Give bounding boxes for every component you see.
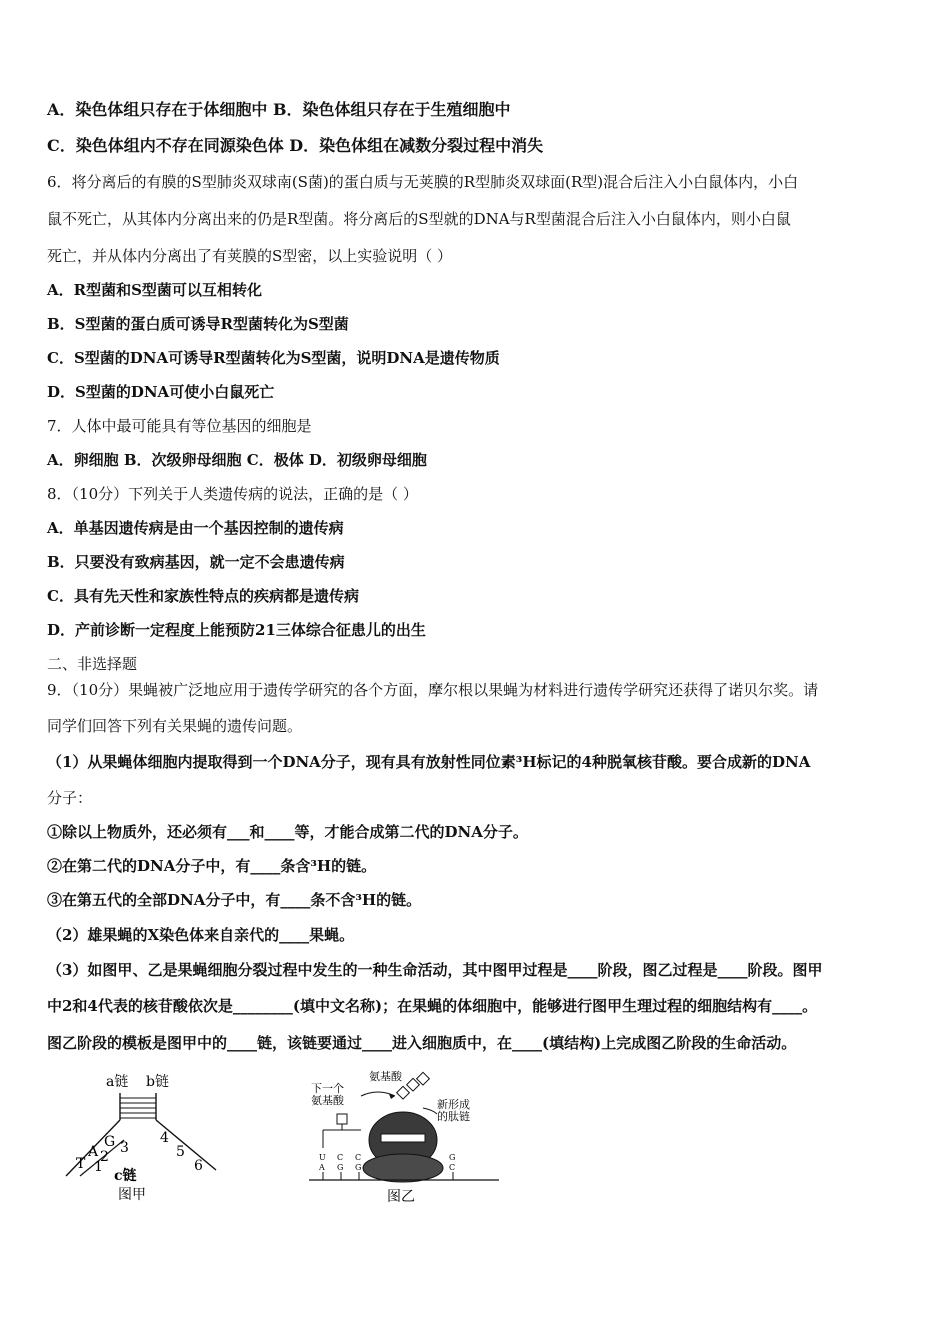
- codon-letter: G: [449, 1153, 456, 1162]
- figure-yi-drawing: [303, 1068, 503, 1208]
- figure-yi: [303, 1068, 503, 1208]
- base-g-label: G: [104, 1134, 116, 1150]
- number-1-label: 1: [94, 1159, 103, 1175]
- codon-letter: U: [319, 1153, 326, 1162]
- b-chain-label: b链: [146, 1074, 169, 1090]
- number-4-label: 4: [160, 1130, 169, 1146]
- codon-letter: C: [355, 1153, 362, 1162]
- question-8-stem: 8．（10分）下列关于人类遗传病的说法，正确的是（ ）: [47, 485, 418, 503]
- codon-letter: C: [449, 1163, 456, 1172]
- question-6-line-1: 6．将分离后的有膜的S型肺炎双球南(S菌)的蛋白质与无荚膜的R型肺炎双球面(R型)混合后注入小白鼠体内，小白: [47, 173, 799, 191]
- peptide-pointer: [423, 1108, 437, 1114]
- figure-jia-drawing: [58, 1068, 238, 1208]
- question-6-option-a: A．R型菌和S型菌可以互相转化: [47, 281, 262, 299]
- question-9-part-3-line-2: 中2和4代表的核苷酸依次是________(填中文名称)；在果蝇的体细胞中，能够进行图甲生理过程的细胞结构有____。: [47, 997, 818, 1015]
- question-9-line-2: 同学们回答下列有关果蝇的遗传问题。: [47, 717, 303, 735]
- codon-letter: C: [337, 1153, 344, 1162]
- question-7-options: A．卵细胞 B．次级卵母细胞 C．极体 D．初级卵母细胞: [47, 451, 427, 469]
- question-6-option-c: C．S型菌的DNA可诱导R型菌转化为S型菌，说明DNA是遗传物质: [47, 349, 500, 367]
- section-heading: 二、非选择题: [47, 655, 138, 673]
- number-6-label: 6: [194, 1158, 203, 1174]
- number-5-label: 5: [176, 1144, 185, 1160]
- ribosome-site: [381, 1134, 425, 1142]
- number-3-label: 3: [120, 1140, 129, 1156]
- question-8-option-a: A．单基因遗传病是由一个基因控制的遗传病: [47, 519, 344, 537]
- question-9-item-2: ②在第二代的DNA分子中，有____条含³H的链。: [47, 857, 377, 875]
- question-9-part-1-line-2: 分子：: [47, 789, 93, 807]
- figure-yi-caption: 图乙: [387, 1189, 415, 1205]
- amino-acid-label: 氨基酸: [369, 1070, 402, 1083]
- amino-acid-unit: [407, 1078, 420, 1091]
- new-peptide-label-1: 新形成: [437, 1098, 470, 1111]
- question-9-part-1-line-1: （1）从果蝇体细胞内提取得到一个DNA分子，现有具有放射性同位素³H标记的4种脱氧核苷酸。要合成新的DNA: [47, 753, 811, 771]
- question-9-part-3-line-1: （3）如图甲、乙是果蝇细胞分裂过程中发生的一种生命活动，其中图甲过程是____阶段，图乙过程是____阶段。图甲: [47, 961, 823, 979]
- figure-jia: [58, 1068, 238, 1208]
- codon-letter: A: [319, 1163, 325, 1172]
- number-2-label: 2: [100, 1149, 109, 1165]
- question-6-line-3: 死亡，并从体内分离出了有荚膜的S型密，以上实验说明（ ）: [47, 247, 453, 265]
- option-line-ab: A．染色体组只存在于体细胞中 B．染色体组只存在于生殖细胞中: [47, 100, 511, 119]
- amino-acid-unit: [417, 1072, 430, 1085]
- question-9-part-3-line-3: 图乙阶段的模板是图甲中的____链，该链要通过____进入细胞质中，在____(填结构)上完成图乙阶段的生命活动。: [47, 1034, 797, 1052]
- question-8-option-d: D．产前诊断一定程度上能预防21三体综合征患儿的出生: [47, 621, 426, 639]
- codon-letter: G: [355, 1163, 362, 1172]
- amino-acid-unit: [397, 1086, 410, 1099]
- option-line-cd: C．染色体组内不存在同源染色体 D．染色体组在减数分裂过程中消失: [47, 136, 544, 155]
- question-7-stem: 7．人体中最可能具有等位基因的细胞是: [47, 417, 312, 435]
- question-9-line-1: 9．（10分）果蝇被广泛地应用于遗传学研究的各个方面，摩尔根以果蝇为材料进行遗传学研究还获得了诺贝尔奖。请: [47, 681, 819, 699]
- codon-letter: G: [337, 1163, 344, 1172]
- question-9-item-3: ③在第五代的全部DNA分子中，有____条不含³H的链。: [47, 891, 422, 909]
- question-8-option-b: B．只要没有致病基因，就一定不会患遗传病: [47, 553, 345, 571]
- question-9-part-2: （2）雄果蝇的X染色体来自亲代的____果蝇。: [47, 926, 355, 944]
- question-6-option-d: D．S型菌的DNA可使小白鼠死亡: [47, 383, 275, 401]
- ribosome-small-subunit: [363, 1154, 443, 1182]
- c-chain-label: c链: [114, 1168, 137, 1184]
- question-8-option-c: C．具有先天性和家族性特点的疾病都是遗传病: [47, 587, 359, 605]
- next-amino-acid-label-1: 下一个: [311, 1082, 344, 1095]
- question-6-line-2: 鼠不死亡，从其体内分离出来的仍是R型菌。将分离后的S型就的DNA与R型菌混合后注入小白鼠体内，则小白鼠: [47, 210, 791, 228]
- question-9-item-1: ①除以上物质外，还必须有___和____等，才能合成第二代的DNA分子。: [47, 823, 528, 841]
- next-amino-acid-label-2: 氨基酸: [311, 1094, 344, 1107]
- a-chain-label: a链: [106, 1074, 129, 1090]
- trna-amino-acid: [337, 1114, 347, 1124]
- base-t-label: T: [76, 1156, 86, 1172]
- new-peptide-label-2: 的肽链: [437, 1110, 470, 1123]
- figure-jia-caption: 图甲: [118, 1187, 146, 1203]
- base-a-label: A: [88, 1144, 99, 1160]
- question-6-option-b: B．S型菌的蛋白质可诱导R型菌转化为S型菌: [47, 315, 349, 333]
